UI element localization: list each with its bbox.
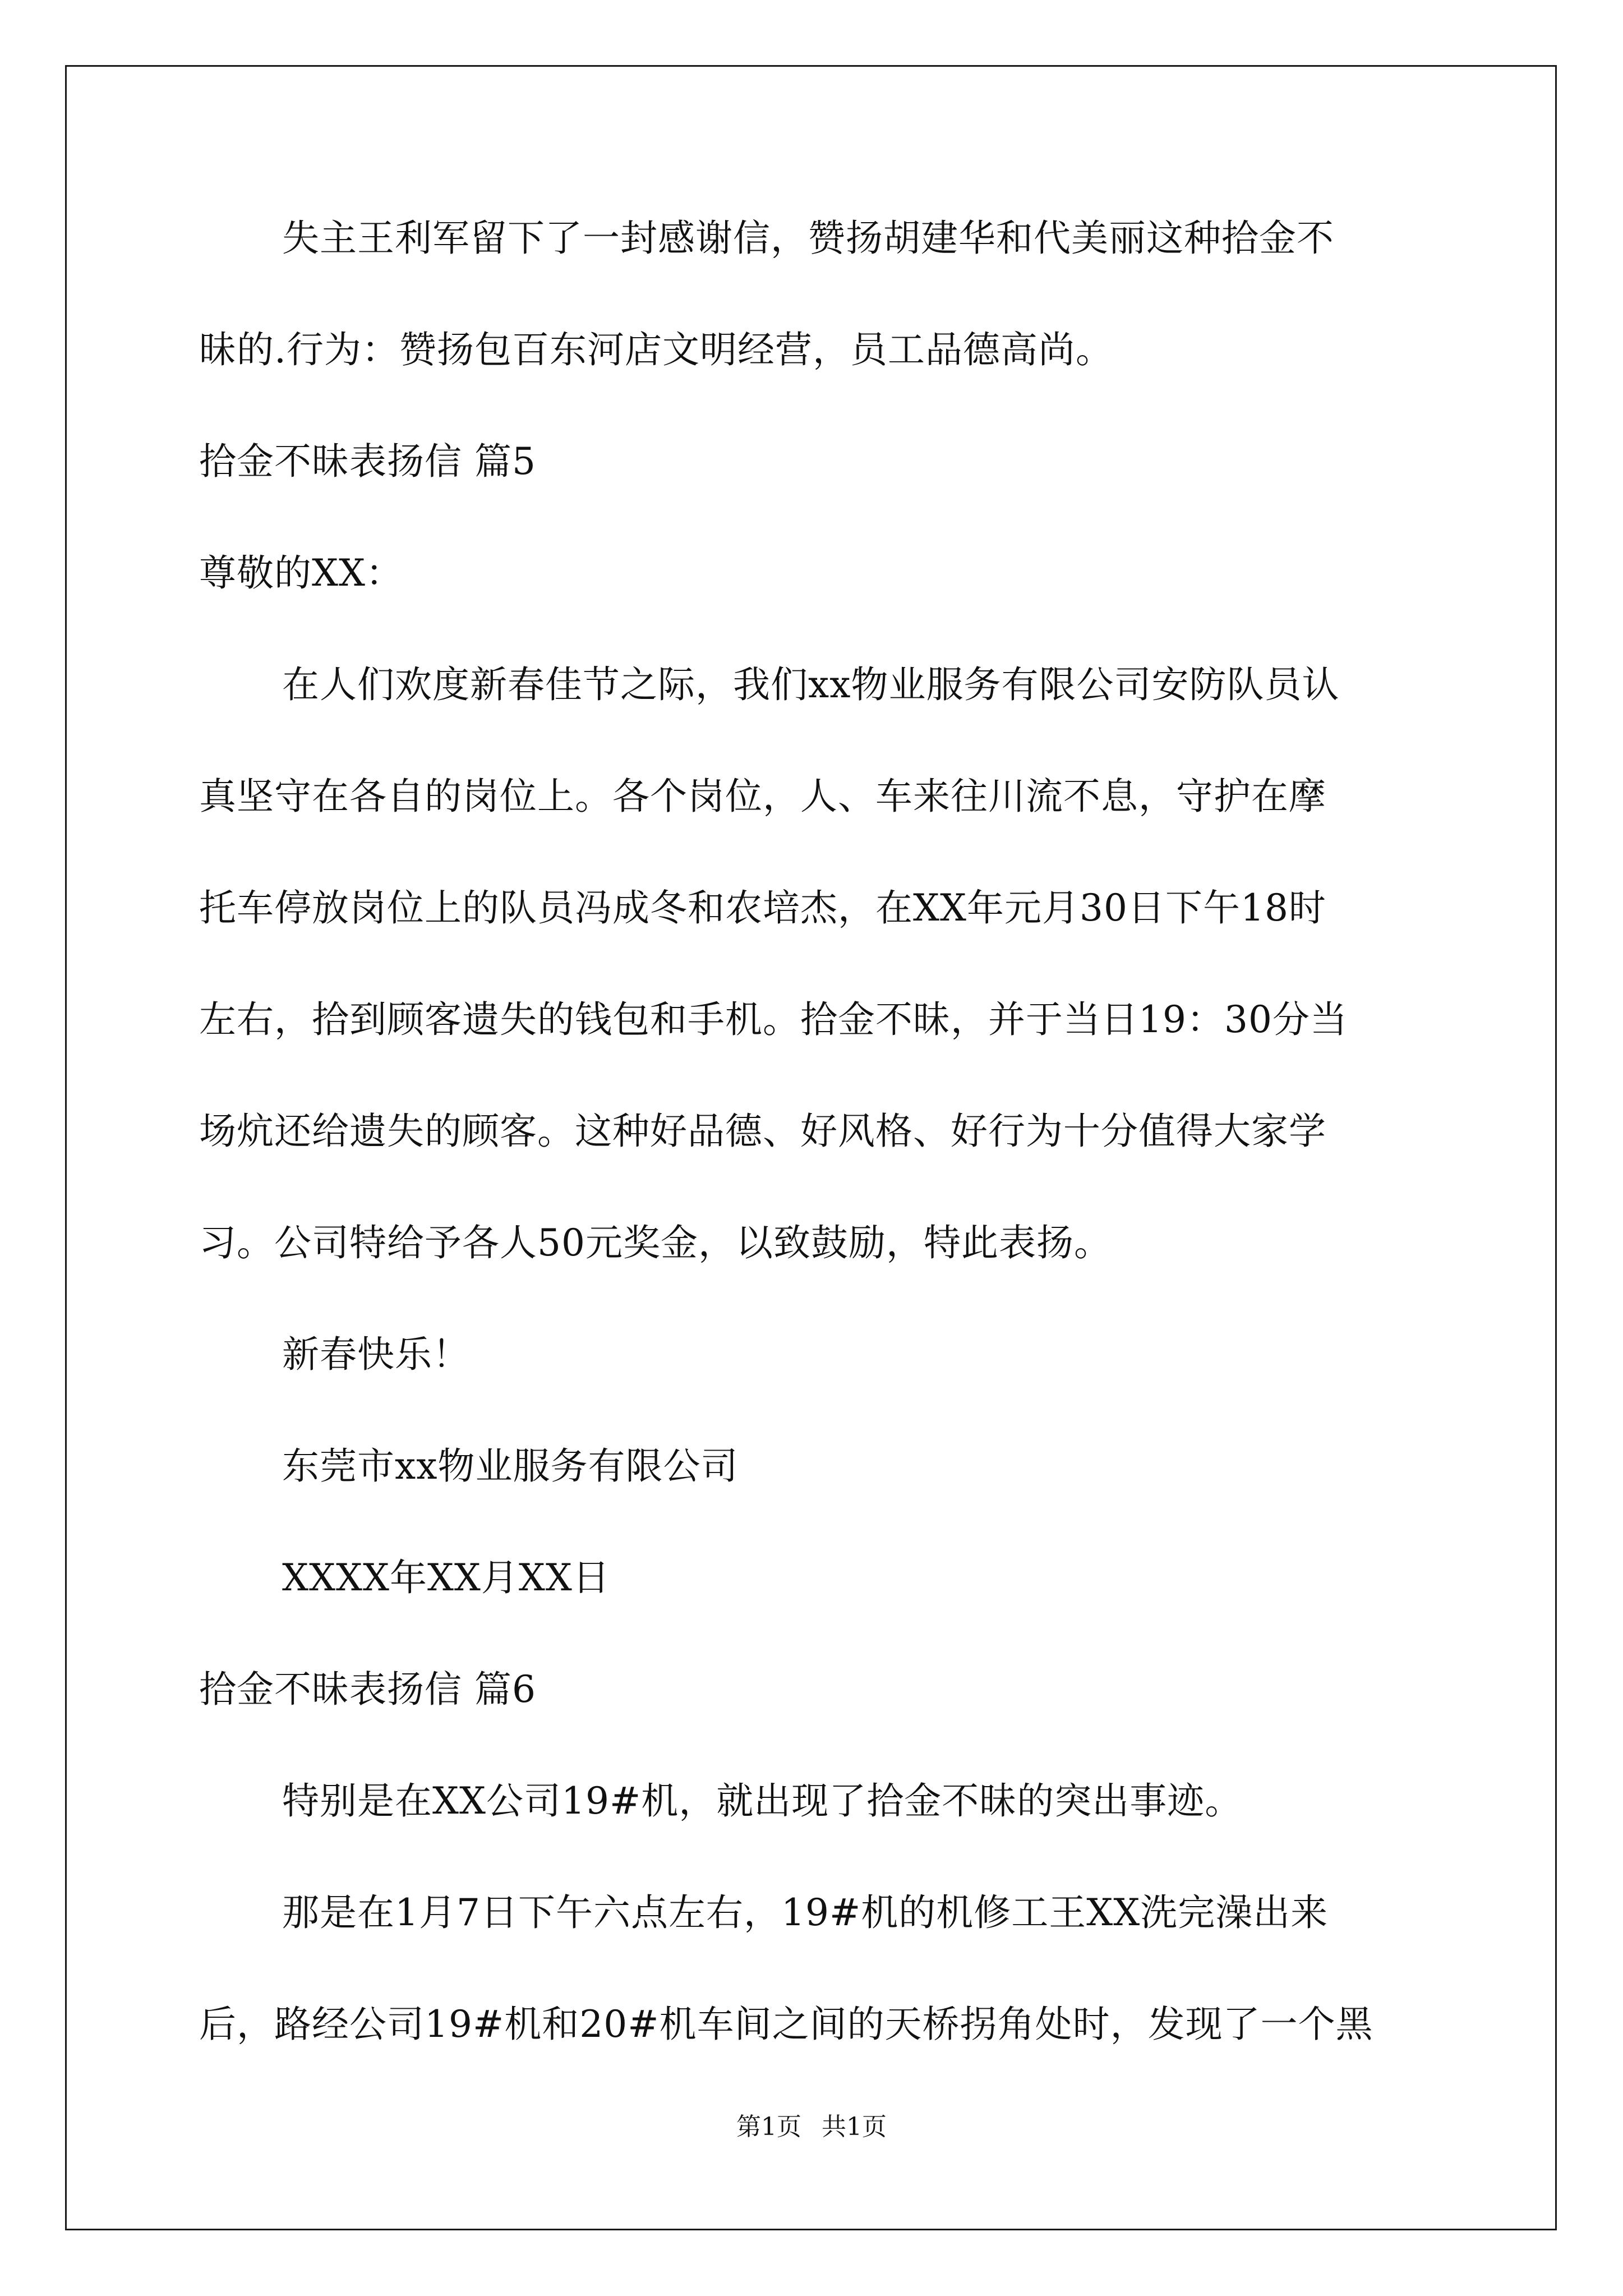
- salutation: 尊敬的XX：: [199, 551, 403, 595]
- greeting: 新春快乐！: [282, 1333, 470, 1376]
- paragraph-line: 真坚守在各自的岗位上。各个岗位，人、车来往川流不息，守护在摩: [199, 775, 1326, 818]
- signature-date: XXXX年XX月XX日: [282, 1556, 610, 1599]
- paragraph-line: 习。公司特给予各人50元奖金，以致鼓励，特此表扬。: [199, 1221, 1112, 1264]
- paragraph-line: 托车停放岗位上的队员冯成冬和农培杰，在XX年元月30日下午18时: [199, 886, 1326, 930]
- paragraph-line: 左右，拾到顾客遗失的钱包和手机。拾金不昧，并于当日19：30分当: [199, 998, 1348, 1041]
- paragraph-line: 在人们欢度新春佳节之际，我们xx物业服务有限公司安防队员认: [282, 663, 1340, 706]
- paragraph-line: 那是在1月7日下午六点左右，19#机的机修工王XX洗完澡出来: [282, 1891, 1329, 1934]
- paragraph-line: 昧的.行为：赞扬包百东河店文明经营，员工品德高尚。: [199, 328, 1113, 371]
- page-total: 共1页: [822, 2113, 887, 2141]
- section-heading: 拾金不昧表扬信 篇5: [199, 440, 536, 483]
- page-number: 第1页: [736, 2113, 801, 2141]
- paragraph-line: 场炕还给遗失的顾客。这种好品德、好风格、好行为十分值得大家学: [199, 1110, 1326, 1153]
- page-footer: [0, 2110, 1623, 2144]
- paragraph-line: 特别是在XX公司19#机，就出现了拾金不昧的突出事迹。: [282, 1779, 1243, 1823]
- paragraph-line: 失主王利军留下了一封感谢信，赞扬胡建华和代美丽这种拾金不: [282, 217, 1334, 260]
- signature-company: 东莞市xx物业服务有限公司: [282, 1444, 739, 1488]
- section-heading: 拾金不昧表扬信 篇6: [199, 1668, 536, 1711]
- document-body: [199, 210, 1438, 2108]
- paragraph-line: 后，路经公司19#机和20#机车间之间的天桥拐角处时，发现了一个黑: [199, 2003, 1373, 2046]
